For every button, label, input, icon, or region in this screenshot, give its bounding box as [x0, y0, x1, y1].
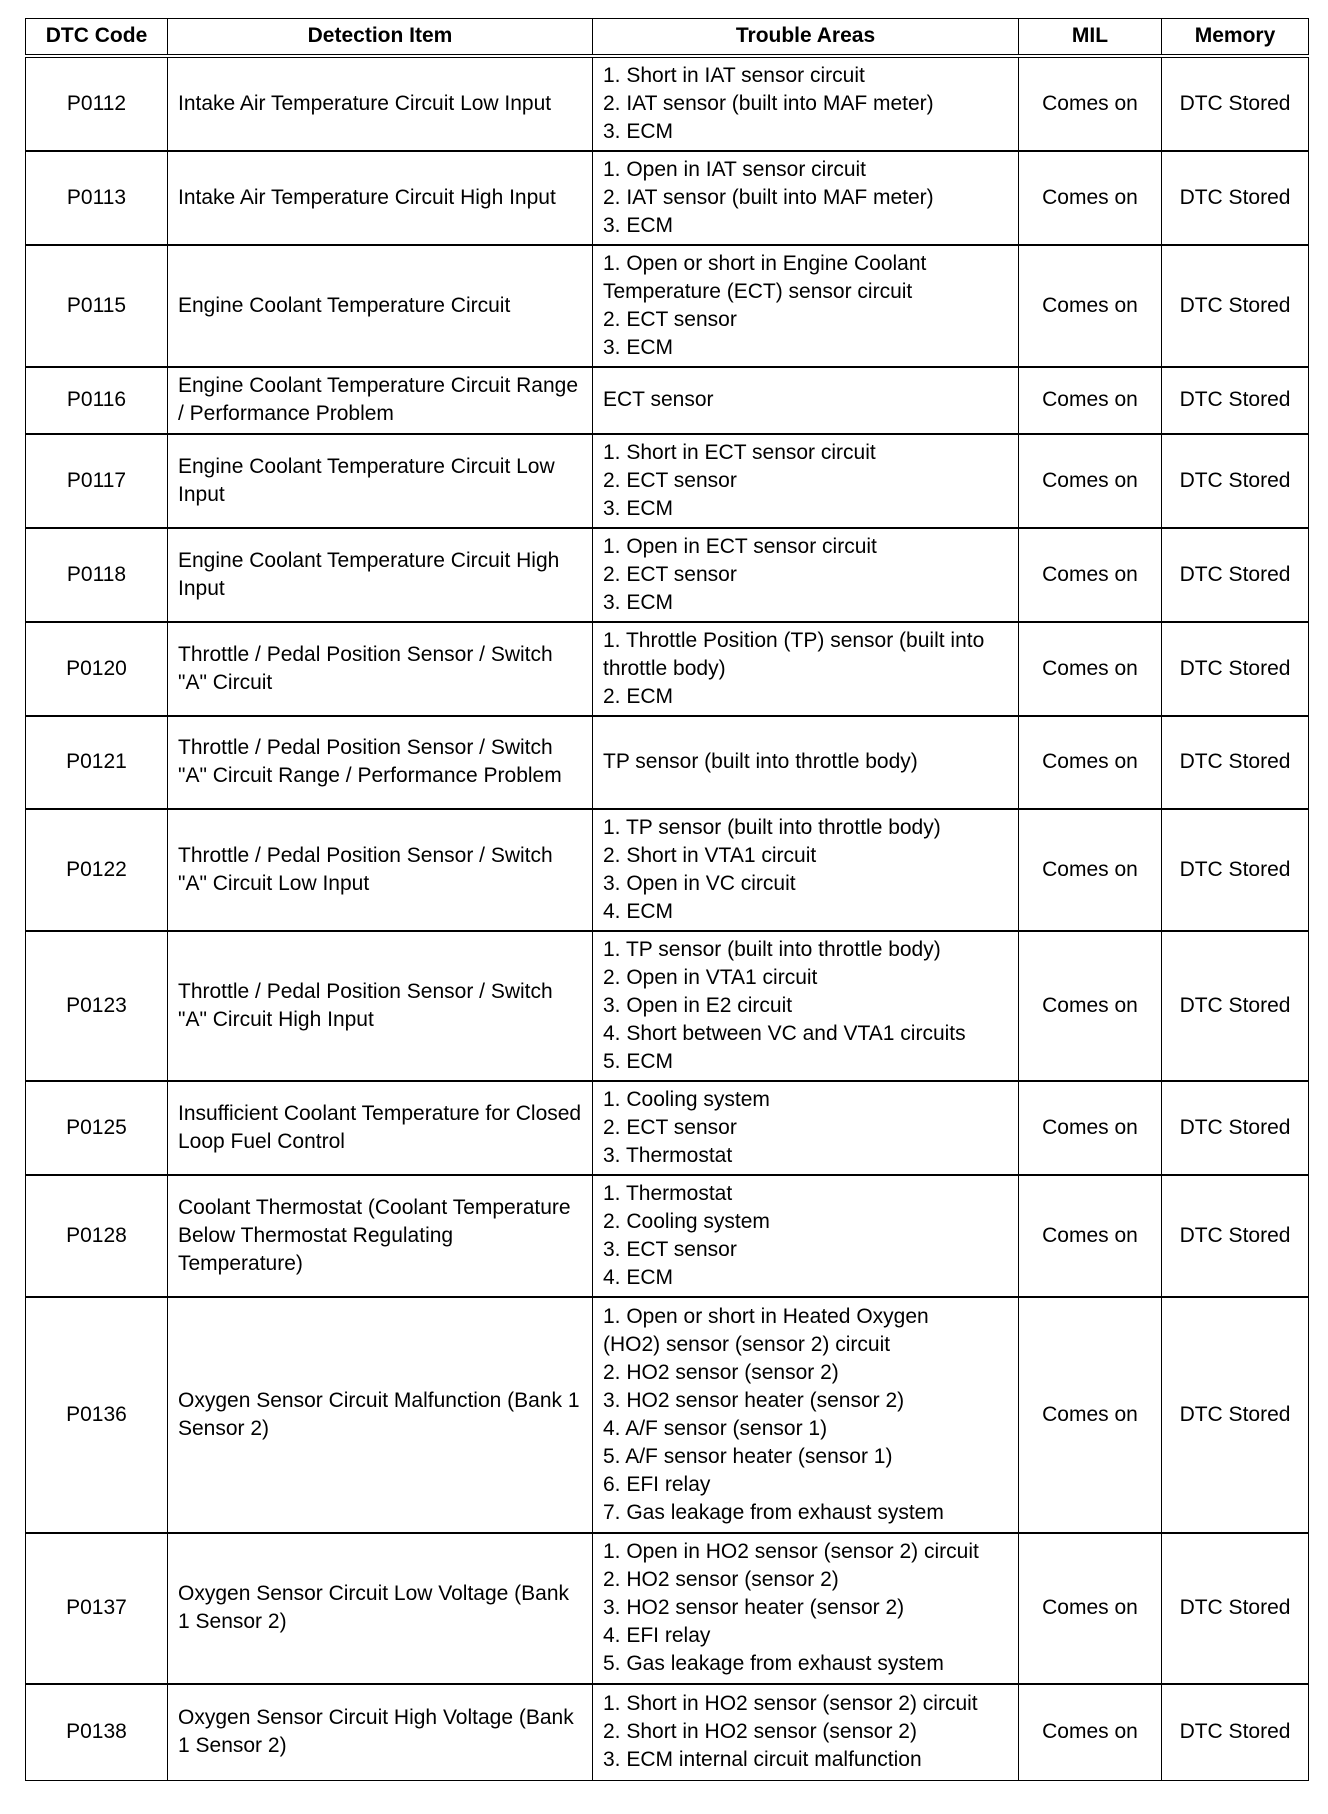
trouble-area-line: 3. ECM: [603, 335, 674, 359]
memory-cell: DTC Stored: [1162, 245, 1309, 367]
table-row: [26, 528, 1309, 622]
trouble-area-line: 6. EFI relay: [603, 1472, 711, 1496]
memory-cell: DTC Stored: [1162, 1297, 1309, 1533]
memory-cell: DTC Stored: [1162, 1175, 1309, 1297]
memory-cell: DTC Stored: [1162, 716, 1309, 809]
trouble-area-line: 1. Open in ECT sensor circuit: [603, 534, 877, 558]
dtc-code-cell: P0137: [26, 1533, 168, 1684]
trouble-area-line: 1. Open in IAT sensor circuit: [603, 157, 867, 181]
trouble-area-line: 3. HO2 sensor heater (sensor 2): [603, 1596, 905, 1619]
trouble-area-line: 3. HO2 sensor heater (sensor 2): [603, 1388, 905, 1412]
trouble-areas-cell: [593, 622, 1019, 716]
table-row: [26, 151, 1309, 245]
trouble-area-line: 2. Short in VTA1 circuit: [603, 843, 817, 867]
trouble-area-line: 1. Open or short in Engine Coolant: [603, 251, 927, 275]
memory-cell: DTC Stored: [1162, 528, 1309, 622]
memory-cell: DTC Stored: [1162, 1081, 1309, 1175]
trouble-area-line: 2. ECT sensor: [603, 1115, 737, 1139]
memory-cell: DTC Stored: [1162, 434, 1309, 528]
table-row: [26, 622, 1309, 716]
mil-cell: Comes on: [1019, 716, 1162, 809]
table-row: [26, 1533, 1309, 1684]
trouble-area-line: 3. Open in VC circuit: [603, 871, 796, 895]
trouble-area-line: 4. A/F sensor (sensor 1): [603, 1416, 828, 1440]
trouble-area-line: throttle body): [603, 656, 726, 680]
dtc-table: [25, 18, 1309, 1781]
trouble-area-line: 1. Open in HO2 sensor (sensor 2) circuit: [603, 1540, 979, 1563]
dtc-code-cell: P0128: [26, 1175, 168, 1297]
memory-cell: DTC Stored: [1162, 367, 1309, 434]
trouble-area-line: 3. ECM internal circuit malfunction: [603, 1748, 922, 1772]
trouble-areas-cell: [593, 809, 1019, 931]
trouble-area-line: (HO2) sensor (sensor 2) circuit: [603, 1332, 891, 1356]
mil-cell: Comes on: [1019, 434, 1162, 528]
table-row: [26, 367, 1309, 434]
memory-cell: DTC Stored: [1162, 1533, 1309, 1684]
trouble-area-line: 3. ECM: [603, 590, 674, 614]
trouble-area-line: 2. HO2 sensor (sensor 2): [603, 1360, 839, 1384]
trouble-area-line: 1. TP sensor (built into throttle body): [603, 937, 941, 961]
trouble-area-line: 4. Short between VC and VTA1 circuits: [603, 1021, 966, 1045]
detection-item-cell: Throttle / Pedal Position Sensor / Switch "A" Circuit High Input: [168, 931, 593, 1081]
memory-cell: DTC Stored: [1162, 809, 1309, 931]
memory-cell: DTC Stored: [1162, 931, 1309, 1081]
table-row: [26, 1684, 1309, 1781]
memory-cell: DTC Stored: [1162, 151, 1309, 245]
table-row: [26, 931, 1309, 1081]
dtc-code-cell: P0117: [26, 434, 168, 528]
table-row: [26, 809, 1309, 931]
trouble-area-line: 5. A/F sensor heater (sensor 1): [603, 1444, 893, 1468]
detection-item-cell: Coolant Thermostat (Coolant Temperature Below Thermostat Regulating Temperature): [168, 1175, 593, 1297]
trouble-areas-cell: [593, 1081, 1019, 1175]
memory-cell: DTC Stored: [1162, 622, 1309, 716]
trouble-areas-cell: [593, 1533, 1019, 1684]
trouble-area-line: 2. ECT sensor: [603, 468, 737, 492]
trouble-area-line: 3. ECM: [603, 496, 674, 520]
detection-item-cell: Oxygen Sensor Circuit Malfunction (Bank 1 Sensor 2): [168, 1297, 593, 1533]
trouble-area-line: 3. Open in E2 circuit: [603, 993, 793, 1017]
trouble-area-line: 2. ECM: [603, 684, 674, 708]
mil-cell: Comes on: [1019, 528, 1162, 622]
trouble-area-line: 5. Gas leakage from exhaust system: [603, 1652, 944, 1675]
trouble-area-line: TP sensor (built into throttle body): [603, 750, 918, 773]
header-memory: Memory: [1162, 19, 1309, 56]
detection-item-cell: Engine Coolant Temperature Circuit Low Input: [168, 434, 593, 528]
trouble-area-line: 2. IAT sensor (built into MAF meter): [603, 185, 934, 209]
trouble-areas-cell: [593, 56, 1019, 151]
trouble-area-line: 5. ECM: [603, 1049, 674, 1073]
detection-item-cell: Throttle / Pedal Position Sensor / Switch "A" Circuit Low Input: [168, 809, 593, 931]
trouble-area-line: 2. Short in HO2 sensor (sensor 2): [603, 1720, 917, 1744]
mil-cell: Comes on: [1019, 1297, 1162, 1533]
trouble-area-line: 3. ECM: [603, 213, 674, 237]
dtc-code-cell: P0121: [26, 716, 168, 809]
table-row: [26, 1081, 1309, 1175]
mil-cell: Comes on: [1019, 151, 1162, 245]
trouble-area-line: 1. Open or short in Heated Oxygen: [603, 1304, 929, 1328]
trouble-area-line: 1. Cooling system: [603, 1087, 770, 1111]
detection-item-cell: Throttle / Pedal Position Sensor / Switch "A" Circuit: [168, 622, 593, 716]
detection-item-cell: Insufficient Coolant Temperature for Closed Loop Fuel Control: [168, 1081, 593, 1175]
detection-item-cell: Oxygen Sensor Circuit Low Voltage (Bank 1 Sensor 2): [168, 1533, 593, 1684]
table-row: [26, 1297, 1309, 1533]
detection-item-cell: Intake Air Temperature Circuit Low Input: [168, 56, 593, 151]
trouble-area-line: 7. Gas leakage from exhaust system: [603, 1500, 944, 1524]
trouble-area-line: 1. TP sensor (built into throttle body): [603, 815, 941, 839]
trouble-area-line: 3. Thermostat: [603, 1143, 733, 1167]
detection-item-cell: Engine Coolant Temperature Circuit Range / Performance Problem: [168, 367, 593, 434]
dtc-code-cell: P0113: [26, 151, 168, 245]
table-row: [26, 434, 1309, 528]
dtc-code-cell: P0112: [26, 56, 168, 151]
trouble-area-line: ECT sensor: [603, 388, 714, 411]
dtc-code-cell: P0115: [26, 245, 168, 367]
trouble-area-line: 1. Short in HO2 sensor (sensor 2) circuit: [603, 1692, 978, 1716]
mil-cell: Comes on: [1019, 931, 1162, 1081]
trouble-areas-cell: [593, 367, 1019, 434]
detection-item-cell: Intake Air Temperature Circuit High Input: [168, 151, 593, 245]
trouble-areas-cell: [593, 1684, 1019, 1781]
trouble-areas-cell: [593, 528, 1019, 622]
memory-cell: DTC Stored: [1162, 56, 1309, 151]
mil-cell: Comes on: [1019, 622, 1162, 716]
table-header: [26, 19, 1309, 56]
dtc-code-cell: P0120: [26, 622, 168, 716]
table-body: [26, 56, 1309, 1781]
trouble-area-line: 2. ECT sensor: [603, 562, 737, 586]
table-row: [26, 245, 1309, 367]
detection-item-cell: Throttle / Pedal Position Sensor / Switch "A" Circuit Range / Performance Problem: [168, 716, 593, 809]
header-row: [26, 19, 1309, 56]
dtc-code-cell: P0138: [26, 1684, 168, 1781]
header-detection-item: Detection Item: [168, 19, 593, 56]
trouble-areas-cell: [593, 1175, 1019, 1297]
detection-item-cell: Engine Coolant Temperature Circuit: [168, 245, 593, 367]
mil-cell: Comes on: [1019, 809, 1162, 931]
trouble-area-line: 2. Cooling system: [603, 1209, 770, 1233]
header-dtc-code: DTC Code: [26, 19, 168, 56]
trouble-area-line: 1. Thermostat: [603, 1181, 733, 1205]
trouble-area-line: 1. Short in IAT sensor circuit: [603, 63, 865, 87]
table-row: [26, 1175, 1309, 1297]
mil-cell: Comes on: [1019, 1533, 1162, 1684]
detection-item-cell: Oxygen Sensor Circuit High Voltage (Bank 1 Sensor 2): [168, 1684, 593, 1781]
trouble-areas-cell: [593, 931, 1019, 1081]
header-mil: MIL: [1019, 19, 1162, 56]
dtc-code-cell: P0116: [26, 367, 168, 434]
trouble-areas-cell: [593, 716, 1019, 809]
trouble-areas-cell: [593, 151, 1019, 245]
trouble-area-line: 3. ECM: [603, 119, 674, 143]
trouble-area-line: Temperature (ECT) sensor circuit: [603, 279, 913, 303]
table-row: [26, 716, 1309, 809]
dtc-code-cell: P0136: [26, 1297, 168, 1533]
trouble-area-line: 4. ECM: [603, 1265, 674, 1289]
trouble-area-line: 2. IAT sensor (built into MAF meter): [603, 91, 934, 115]
trouble-area-line: 3. ECT sensor: [603, 1237, 737, 1261]
mil-cell: Comes on: [1019, 245, 1162, 367]
dtc-code-cell: P0123: [26, 931, 168, 1081]
trouble-areas-cell: [593, 434, 1019, 528]
trouble-areas-cell: [593, 1297, 1019, 1533]
dtc-code-cell: P0125: [26, 1081, 168, 1175]
trouble-areas-cell: [593, 245, 1019, 367]
trouble-area-line: 2. ECT sensor: [603, 307, 737, 331]
trouble-area-line: 2. Open in VTA1 circuit: [603, 965, 818, 989]
mil-cell: Comes on: [1019, 1175, 1162, 1297]
table-row: [26, 56, 1309, 151]
trouble-area-line: 2. HO2 sensor (sensor 2): [603, 1568, 839, 1591]
dtc-code-cell: P0122: [26, 809, 168, 931]
mil-cell: Comes on: [1019, 367, 1162, 434]
memory-cell: DTC Stored: [1162, 1684, 1309, 1781]
trouble-area-line: 4. ECM: [603, 899, 674, 923]
mil-cell: Comes on: [1019, 56, 1162, 151]
detection-item-cell: Engine Coolant Temperature Circuit High Input: [168, 528, 593, 622]
mil-cell: Comes on: [1019, 1684, 1162, 1781]
header-trouble-areas: Trouble Areas: [593, 19, 1019, 56]
trouble-area-line: 1. Throttle Position (TP) sensor (built into: [603, 628, 985, 652]
trouble-area-line: 4. EFI relay: [603, 1624, 711, 1647]
trouble-area-line: 1. Short in ECT sensor circuit: [603, 440, 876, 464]
dtc-code-cell: P0118: [26, 528, 168, 622]
mil-cell: Comes on: [1019, 1081, 1162, 1175]
